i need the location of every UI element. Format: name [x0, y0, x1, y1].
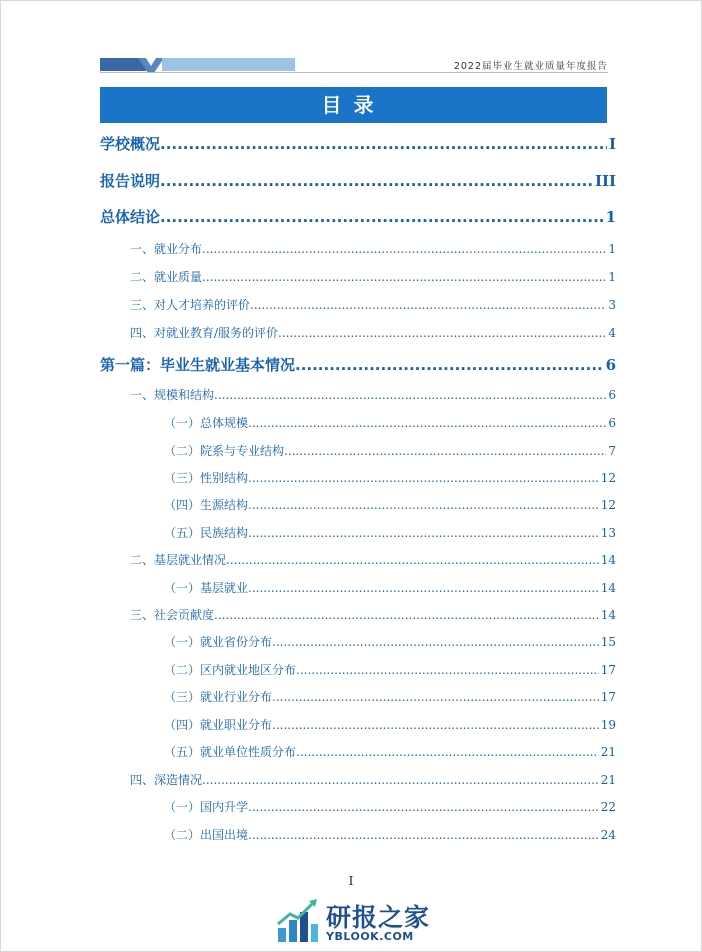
- toc-leader-dots: [278, 326, 606, 340]
- toc-leader-dots: [284, 444, 606, 458]
- header-divider: [100, 72, 608, 73]
- toc-entry-label: （四）就业职业分布: [164, 718, 273, 732]
- toc-entry-label: 总体结论: [100, 208, 161, 226]
- toc-leader-dots: [160, 208, 604, 226]
- toc-entry-label: （四）生源结构: [164, 498, 249, 512]
- toc-entry-label: （二）出国出境: [164, 828, 249, 842]
- toc-entry-label: （三）性别结构: [164, 471, 249, 485]
- toc-leader-dots: [214, 608, 599, 622]
- toc-entry-label: 三、社会贡献度: [130, 608, 215, 622]
- header-report-title: 2022届毕业生就业质量年度报告: [453, 61, 608, 72]
- toc-entry-label: 三、对人才培养的评价: [130, 298, 251, 312]
- toc-entry[interactable]: [130, 268, 616, 285]
- header-chevron-icon: [138, 56, 164, 73]
- toc-leader-dots: [272, 690, 599, 704]
- toc-entry-label: 报告说明: [100, 172, 161, 190]
- toc-entry-page: 4: [608, 326, 616, 340]
- toc-entry-page: 14: [600, 608, 616, 622]
- toc-entry-page: III: [594, 172, 616, 190]
- toc-entry-page: 21: [600, 745, 616, 759]
- toc-leader-dots: [248, 416, 606, 430]
- toc-entry[interactable]: [130, 386, 616, 403]
- toc-entry-page: 13: [600, 526, 616, 540]
- toc-entry[interactable]: [130, 240, 616, 257]
- toc-entry[interactable]: [164, 743, 616, 760]
- toc-leader-dots: [226, 553, 599, 567]
- toc-entry-label: 四、深造情况: [130, 773, 203, 787]
- toc-entry[interactable]: [130, 296, 616, 313]
- toc-entry[interactable]: [130, 606, 616, 623]
- toc-leader-dots: [250, 298, 606, 312]
- toc-entry-page: 17: [600, 663, 616, 677]
- toc-entry[interactable]: [164, 688, 616, 705]
- toc-entry-page: 14: [600, 553, 616, 567]
- toc-entry-page: 15: [600, 635, 616, 649]
- toc-entry-label: （二）区内就业地区分布: [164, 663, 297, 677]
- toc-entry-page: 14: [600, 581, 616, 595]
- toc-entry-page: 1: [608, 270, 616, 284]
- toc-entry-label: （一）就业省份分布: [164, 635, 273, 649]
- toc-leader-dots: [272, 635, 599, 649]
- toc-entry[interactable]: [164, 798, 616, 815]
- toc-leader-dots: [296, 745, 599, 759]
- toc-entry-label: 四、对就业教育/服务的评价: [130, 326, 279, 340]
- toc-entry-page: 19: [600, 718, 616, 732]
- toc-entry[interactable]: [164, 414, 616, 431]
- toc-entry[interactable]: [130, 551, 616, 568]
- toc-entry[interactable]: [100, 206, 616, 227]
- toc-entry-page: 1: [605, 208, 616, 226]
- watermark-name-cn: 研报之家: [326, 903, 431, 932]
- toc-leader-dots: [248, 498, 599, 512]
- toc-entry[interactable]: [164, 716, 616, 733]
- toc-leader-dots: [248, 800, 599, 814]
- toc-entry[interactable]: [164, 579, 616, 596]
- toc-leader-dots: [202, 242, 606, 256]
- toc-entry-label: 第一篇：毕业生就业基本情况: [100, 356, 296, 374]
- bar-chart-logo-icon: [276, 898, 320, 944]
- toc-entry-page: 6: [608, 416, 616, 430]
- toc-entry[interactable]: [164, 826, 616, 843]
- toc-entry-label: （三）就业行业分布: [164, 690, 273, 704]
- toc-entry[interactable]: [100, 170, 616, 191]
- toc-entry-label: （五）民族结构: [164, 526, 249, 540]
- toc-entry-label: 二、基层就业情况: [130, 553, 227, 567]
- toc-leader-dots: [248, 471, 599, 485]
- toc-entry-label: 二、就业质量: [130, 270, 203, 284]
- toc-entry-label: 一、就业分布: [130, 242, 203, 256]
- toc-leader-dots: [202, 270, 606, 284]
- toc-leader-dots: [202, 773, 599, 787]
- toc-leader-dots: [160, 135, 607, 153]
- toc-entry-page: 7: [608, 444, 616, 458]
- toc-entry[interactable]: [100, 133, 616, 154]
- toc-entry-page: 22: [600, 800, 616, 814]
- toc-entry-label: （一）总体规模: [164, 416, 249, 430]
- header-accent-band-light: [162, 58, 295, 71]
- toc-entry[interactable]: [164, 524, 616, 541]
- toc-leader-dots: [248, 526, 599, 540]
- toc-entry[interactable]: [164, 496, 616, 513]
- toc-entry-label: （五）就业单位性质分布: [164, 745, 297, 759]
- toc-entry-label: （一）国内升学: [164, 800, 249, 814]
- toc-entry-page: 17: [600, 690, 616, 704]
- toc-entry-label: 学校概况: [100, 135, 161, 153]
- page-number: I: [348, 874, 354, 888]
- toc-title: 目录: [100, 87, 607, 123]
- watermark: [276, 898, 436, 948]
- toc-entry[interactable]: [164, 469, 616, 486]
- toc-entry-page: 12: [600, 498, 616, 512]
- toc-leader-dots: [248, 828, 599, 842]
- toc-entry-page: 6: [605, 356, 616, 374]
- toc-entry-page: 1: [608, 242, 616, 256]
- toc-entry-page: 6: [608, 388, 616, 402]
- toc-leader-dots: [272, 718, 599, 732]
- toc-leader-dots: [160, 172, 593, 190]
- toc-entry-label: （二）院系与专业结构: [164, 444, 285, 458]
- toc-entry[interactable]: [164, 633, 616, 650]
- toc-leader-dots: [214, 388, 606, 402]
- toc-leader-dots: [296, 663, 599, 677]
- toc-entry-label: 一、规模和结构: [130, 388, 215, 402]
- toc-entry-label: （一）基层就业: [164, 581, 249, 595]
- toc-entry[interactable]: [130, 324, 616, 341]
- toc-entry-page: 12: [600, 471, 616, 485]
- toc-entry[interactable]: [164, 442, 616, 459]
- toc-entry[interactable]: [164, 661, 616, 678]
- toc-leader-dots: [295, 356, 604, 374]
- toc-leader-dots: [248, 581, 599, 595]
- toc-entry-page: 21: [600, 773, 616, 787]
- toc-entry[interactable]: [100, 354, 616, 375]
- toc-entry[interactable]: [130, 771, 616, 788]
- toc-entry-page: I: [608, 135, 616, 153]
- watermark-name-en: YBLOOK.COM: [326, 930, 414, 943]
- toc-entry-page: 24: [600, 828, 616, 842]
- toc-entry-page: 3: [608, 298, 616, 312]
